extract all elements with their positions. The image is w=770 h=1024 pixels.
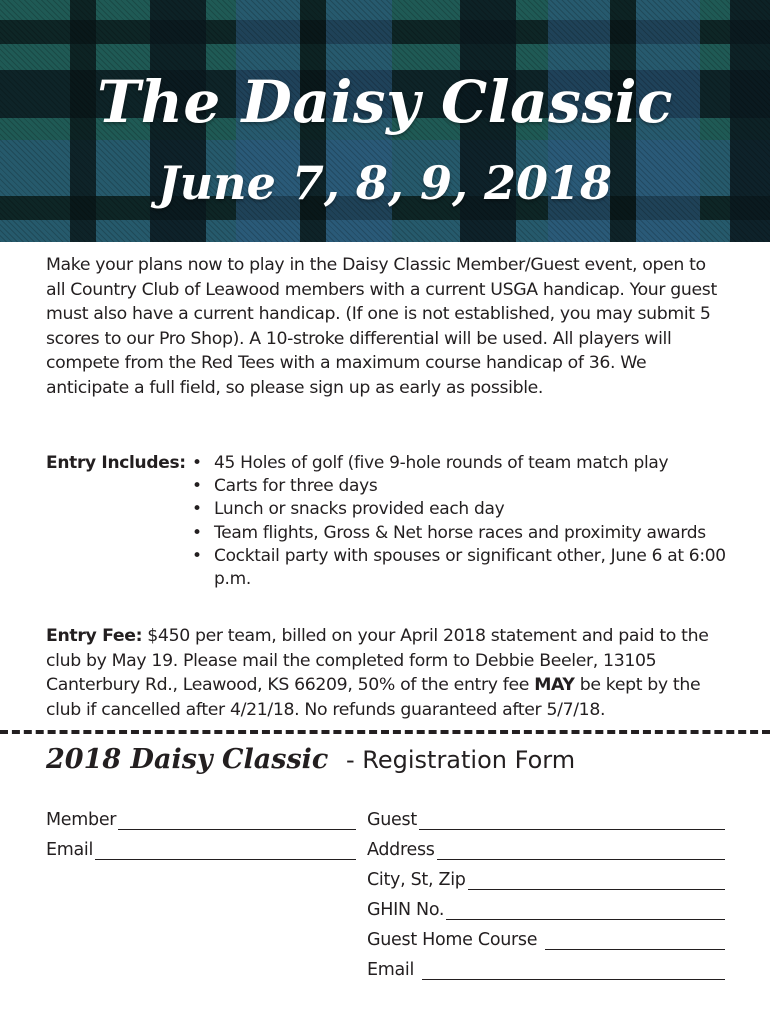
entry-fee-paragraph [46,624,728,722]
ghin-number-label: GHIN No. [367,900,445,920]
event-dates: June 7, 8, 9, 2018 [157,156,613,210]
entry-fee-label: Entry Fee: [46,626,143,646]
guest-blank-line[interactable] [419,812,725,830]
guest-email-label: Email [367,960,415,980]
city-state-zip-label: City, St, Zip [367,870,466,890]
guest-home-course-blank-line[interactable] [545,932,725,950]
list-item: • 45 Holes of golf (five 9-hole rounds of team match play [192,452,732,475]
member-email-label: Email [46,840,94,860]
guest-email-blank-line[interactable] [422,962,725,980]
address-label: Address [367,840,435,860]
ghin-number-blank-line[interactable] [446,902,725,920]
guest-home-course-field[interactable] [367,926,725,950]
intro-paragraph: Make your plans now to play in the Daisy Classic Member/Guest event, open to all Country Club of Leawood members with a current USGA handicap. Your guest must also have a current handicap. (If one is not established, you may submit 5 scores to our Pro Shop). A 10-stroke differential will be used. All players will compete from the Red Tees with a maximum course handicap of 36. We anticipate a full field, so please sign up as early as possible. [46,255,717,398]
member-field[interactable] [46,806,356,830]
address-field[interactable] [367,836,725,860]
list-item: • Carts for three days [192,475,732,498]
address-blank-line[interactable] [437,842,725,860]
entry-fee-emphasis: MAY [534,675,575,695]
tartan-header-banner [0,0,770,242]
ghin-number-field[interactable] [367,896,725,920]
form-title-script: 2018 Daisy Classic [46,744,329,775]
entry-fee-text-end: be kept by the club if cancelled after 4/21/18. No refunds guaranteed after 5/7/18. [46,675,701,720]
form-title-plain: - Registration Form [338,746,576,774]
guest-label: Guest [367,810,417,830]
member-email-field[interactable] [46,836,356,860]
entry-includes-list [192,452,732,591]
registration-form-title [46,744,575,775]
event-title: The Daisy Classic [97,68,673,136]
member-label: Member [46,810,117,830]
list-item: • Lunch or snacks provided each day [192,498,732,521]
guest-field[interactable] [367,806,725,830]
guest-home-course-label: Guest Home Course [367,930,538,950]
city-state-zip-blank-line[interactable] [468,872,725,890]
list-item: • Cocktail party with spouses or significant other, June 6 at 6:00 p.m. [192,545,732,591]
entry-includes-label: Entry Includes: [46,453,186,473]
cut-here-divider [0,730,770,734]
guest-email-field[interactable] [367,956,725,980]
member-email-blank-line[interactable] [95,842,356,860]
city-state-zip-field[interactable] [367,866,725,890]
entry-fee-text: $450 per team, billed on your April 2018 statement and paid to the club by May 19. Please mail the completed form to Debbie Beeler, 13105 Canterbury Rd., Leawood, KS 66209, 50% of the entry fee [46,626,709,695]
member-blank-line[interactable] [118,812,356,830]
list-item: • Team flights, Gross & Net horse races and proximity awards [192,522,732,545]
